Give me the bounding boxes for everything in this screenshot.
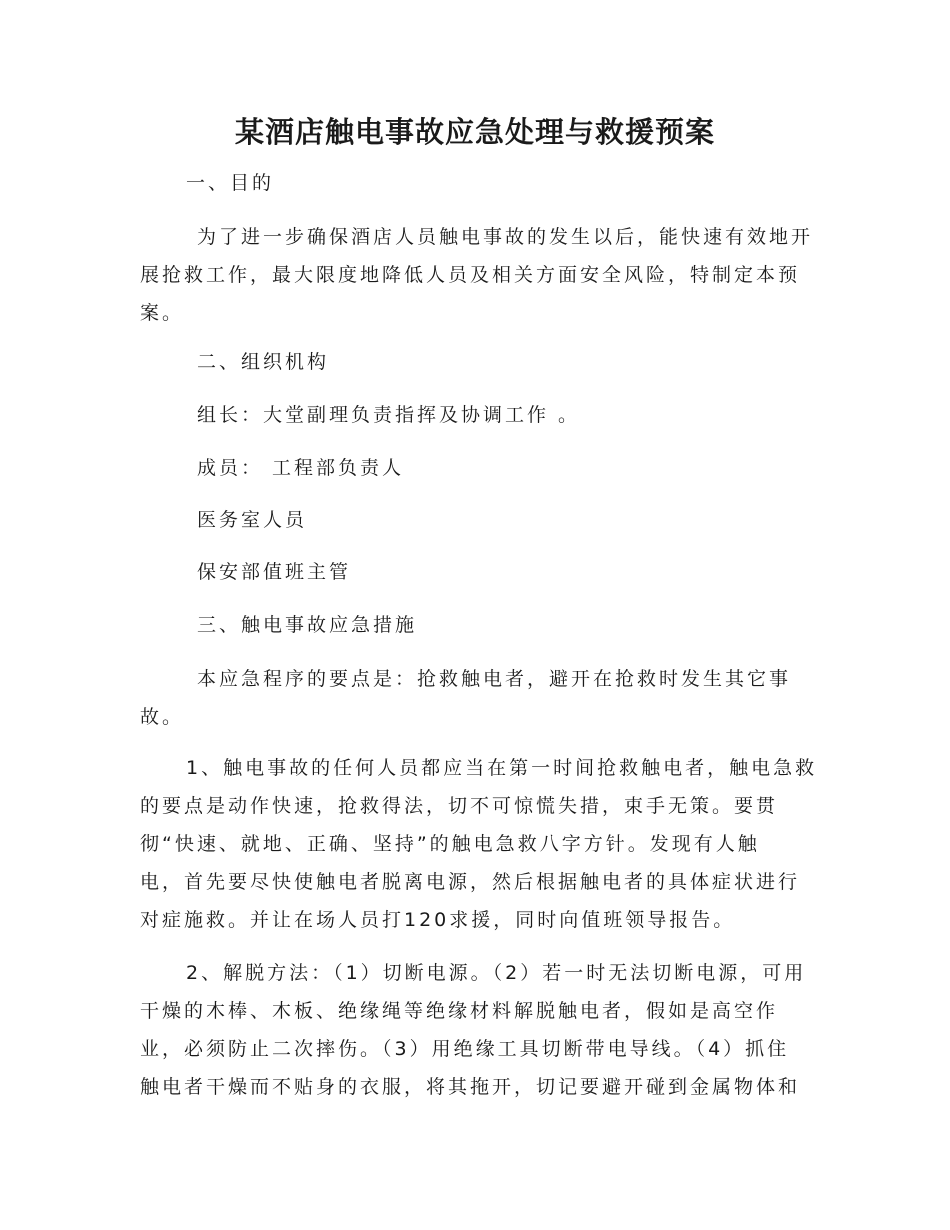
item2-line: 2、解脱方法：（1）切断电源。（2）若一时无法切断电源，可用 bbox=[186, 962, 807, 984]
item2-paragraph bbox=[140, 954, 810, 1106]
purpose-line: 为了进一步确保酒店人员触电事故的发生以后，能快速有效地开 bbox=[197, 226, 814, 248]
section-heading-organization: 二、组织机构 bbox=[197, 351, 330, 373]
item1-line: 对症施救。并让在场人员打120求援，同时向值班领导报告。 bbox=[140, 909, 736, 931]
key-points-paragraph bbox=[140, 660, 810, 736]
leader-text: 组长：大堂副理负责指挥及协调工作 。 bbox=[197, 404, 581, 426]
item1-paragraph bbox=[140, 749, 818, 939]
item1-line: 电，首先要尽快使触电者脱离电源，然后根据触电者的具体症状进行 bbox=[140, 871, 801, 893]
section-heading-purpose: 一、目的 bbox=[186, 172, 275, 194]
members-label: 成员： bbox=[197, 457, 264, 479]
member-engineering: 工程部负责人 bbox=[272, 457, 405, 479]
item2-line: 干燥的木棒、木板、绝缘绳等绝缘材料解脱触电者，假如是高空作 bbox=[140, 1000, 779, 1022]
purpose-line: 案。 bbox=[140, 302, 185, 324]
section-heading-measures: 三、触电事故应急措施 bbox=[197, 614, 418, 636]
item2-line: 触电者干燥而不贴身的衣服，将其拖开，切记要避开碰到金属物体和 bbox=[140, 1076, 801, 1098]
purpose-paragraph bbox=[140, 218, 814, 332]
member-medical: 医务室人员 bbox=[197, 509, 308, 531]
item1-line: 1、触电事故的任何人员都应当在第一时间抢救触电者，触电急救 bbox=[186, 757, 818, 779]
member-security: 保安部值班主管 bbox=[197, 561, 352, 583]
item1-line: 彻“快速、就地、正确、坚持”的触电急救八字方针。发现有人触 bbox=[140, 833, 760, 855]
document-title: 某酒店触电事故应急处理与救援预案 bbox=[234, 115, 715, 149]
item2-line: 业，必须防止二次摔伤。（3）用绝缘工具切断带电导线。（4）抓住 bbox=[140, 1038, 790, 1060]
purpose-line: 展抢救工作，最大限度地降低人员及相关方面安全风险，特制定本预 bbox=[140, 264, 801, 286]
key-points-line: 本应急程序的要点是：抢救触电者，避开在抢救时发生其它事 bbox=[197, 668, 792, 690]
item1-line: 的要点是动作快速，抢救得法，切不可惊慌失措，束手无策。要贯 bbox=[140, 795, 779, 817]
key-points-line: 故。 bbox=[140, 706, 185, 728]
